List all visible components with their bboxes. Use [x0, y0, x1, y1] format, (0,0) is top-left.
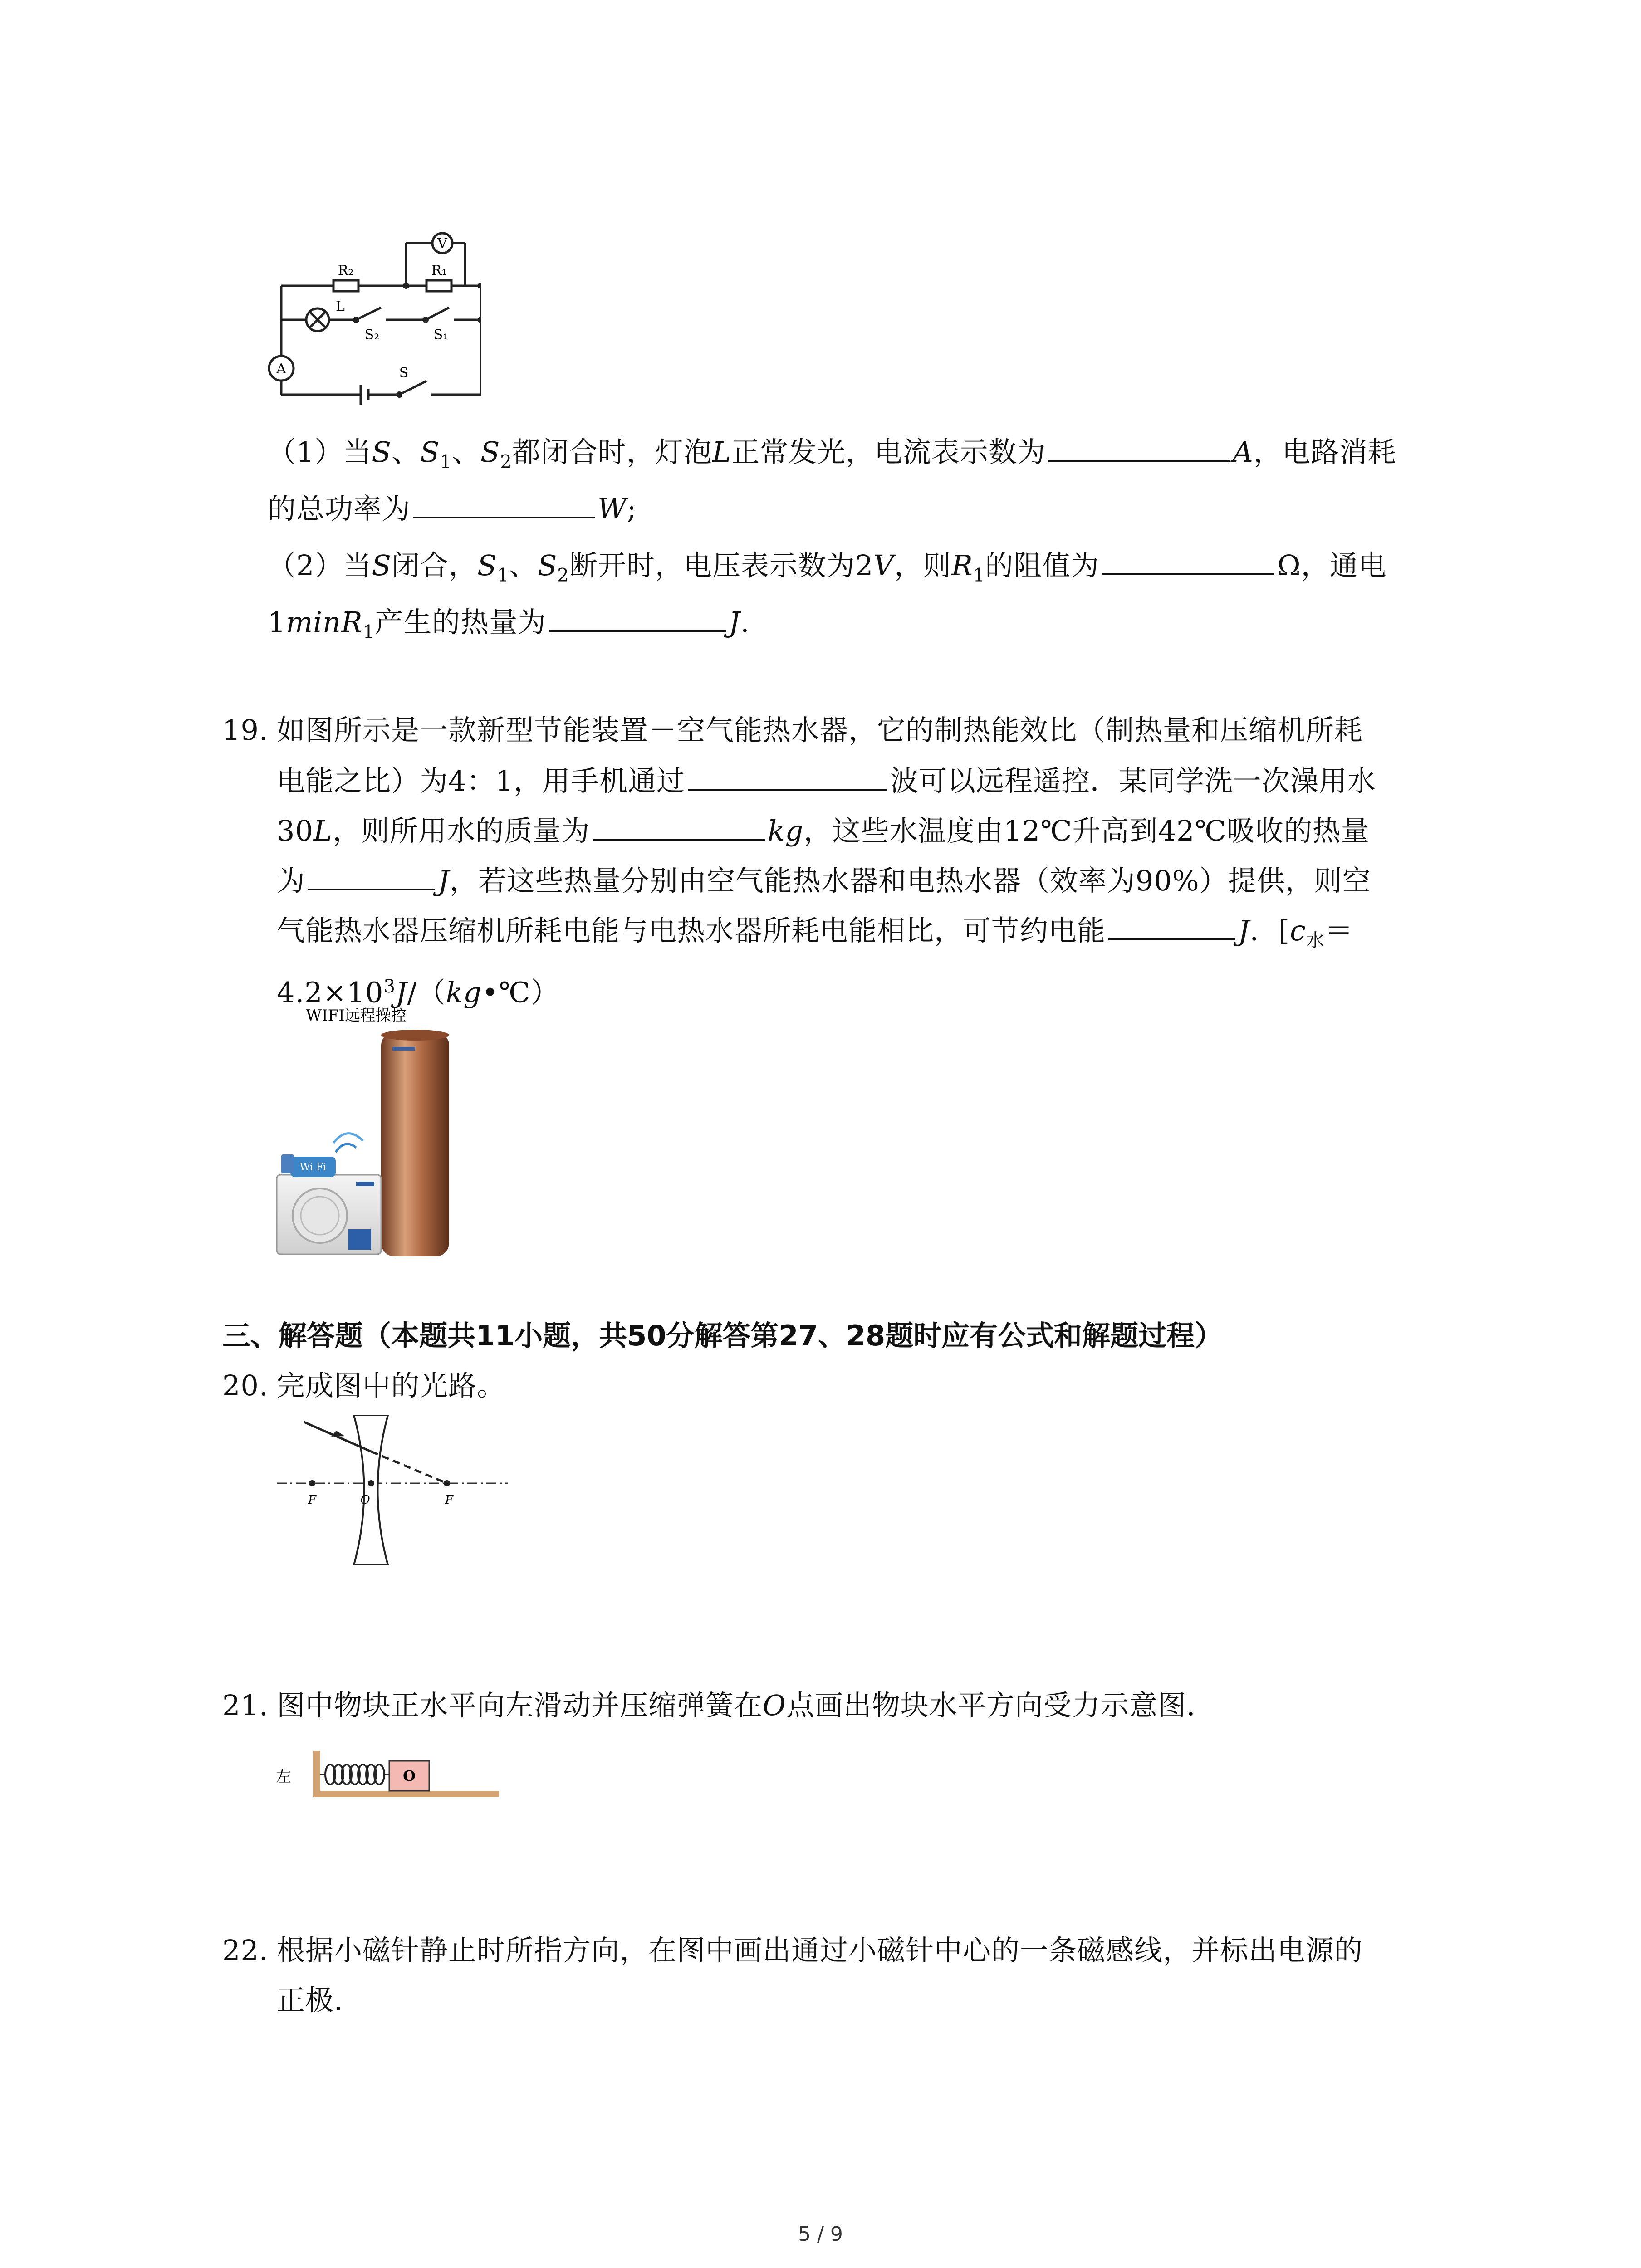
s2-label: S₂ — [364, 327, 380, 343]
water-tank-shape — [381, 1032, 449, 1256]
ammeter-label: A — [276, 361, 286, 377]
q19-line4: 为 J，若这些热量分别由空气能热水器和电热水器（效率为90%）提供，则空 — [277, 860, 1371, 901]
r1-label: R₁ — [431, 263, 447, 279]
focus-point-left — [309, 1480, 315, 1486]
q19-line5: 气能热水器压缩机所耗电能与电热水器所耗电能相比，可节约电能 J．[$c_水=$ — [277, 909, 1353, 961]
q19-line6: $4.2\times 10^3J/(kg•℃)$ — [277, 976, 559, 1009]
q18-part2-line1: （2）当S闭合，$S_1$、$S_2$断开时，电压表示数为2V，则$R_1$的阻值为 Ω，通电 — [268, 544, 1387, 596]
q18-part1-line1: （1）当S、$S_1$、$S_2$都闭合时，灯泡L正常发光，电流表示数为 A，电路消耗 — [268, 431, 1396, 482]
s1-label: S₁ — [433, 327, 449, 343]
spring-shape — [320, 1765, 389, 1784]
left-direction-label: 左 — [276, 1768, 291, 1786]
focus-left-label: F — [308, 1493, 317, 1507]
q22-line2: 正极. — [277, 1984, 343, 2017]
concave-lens-shape — [354, 1415, 388, 1565]
q18-part2-line2: 1minR$_1$产生的热量为 J. — [268, 601, 750, 652]
q18-circuit-diagram — [268, 218, 481, 408]
answer-blank-wave[interactable] — [688, 760, 887, 791]
q20-concave-lens-diagram — [272, 1415, 513, 1565]
lamp-label: L — [336, 298, 345, 314]
heat-pump-image — [272, 1002, 463, 1266]
focus-right-label: F — [445, 1493, 454, 1507]
q21-text: 21. 图中物块正水平向左滑动并压缩弹簧在O点画出物块水平方向受力示意图. — [222, 1689, 1196, 1722]
r2-label: R₂ — [338, 263, 354, 279]
optical-center-label: O — [360, 1493, 370, 1507]
q20-text: 20. 完成图中的光路。 — [222, 1369, 506, 1402]
q18-part1-line2: 的总功率为 W; — [268, 488, 637, 529]
q19-line3: 30L，则所用水的质量为 kg，这些水温度由12℃升高到42℃吸收的热量 — [277, 810, 1370, 851]
wifi-badge-label: Wi Fi — [299, 1162, 327, 1173]
wifi-control-label: WIFI远程操控 — [306, 1007, 407, 1025]
s-label: S — [399, 365, 409, 381]
answer-blank-heat-absorbed[interactable] — [308, 860, 435, 890]
q19-line2: 电能之比）为4：1，用手机通过 波可以远程遥控．某同学洗一次澡用水 — [277, 760, 1376, 802]
optical-center-point — [368, 1480, 374, 1486]
q21-spring-block-diagram — [272, 1746, 508, 1805]
answer-blank-mass[interactable] — [593, 810, 765, 841]
answer-blank-heat[interactable] — [549, 601, 726, 632]
floor-shape — [313, 1791, 499, 1797]
focus-point-right — [444, 1480, 450, 1486]
section-3-heading: 三、解答题（本题共11小题，共50分解答第27、28题时应有公式和解题过程） — [222, 1319, 1223, 1352]
voltmeter-label: V — [437, 236, 447, 252]
answer-blank-power[interactable] — [413, 488, 595, 518]
q19-line1: 19. 如图所示是一款新型节能装置－空气能热水器，它的制热能效比（制热量和压缩机所耗 — [222, 714, 1363, 747]
answer-blank-current[interactable] — [1048, 431, 1230, 462]
answer-blank-resistance[interactable] — [1102, 544, 1274, 575]
q22-line1: 22. 根据小磁针静止时所指方向，在图中画出通过小磁针中心的一条磁感线，并标出电源的 — [222, 1934, 1363, 1967]
wall-shape — [313, 1751, 320, 1796]
answer-blank-energy-saved[interactable] — [1108, 909, 1235, 940]
ray-extension-dashed — [371, 1452, 447, 1483]
block-label: O — [403, 1767, 416, 1784]
page-number: 5 / 9 — [798, 2223, 843, 2246]
